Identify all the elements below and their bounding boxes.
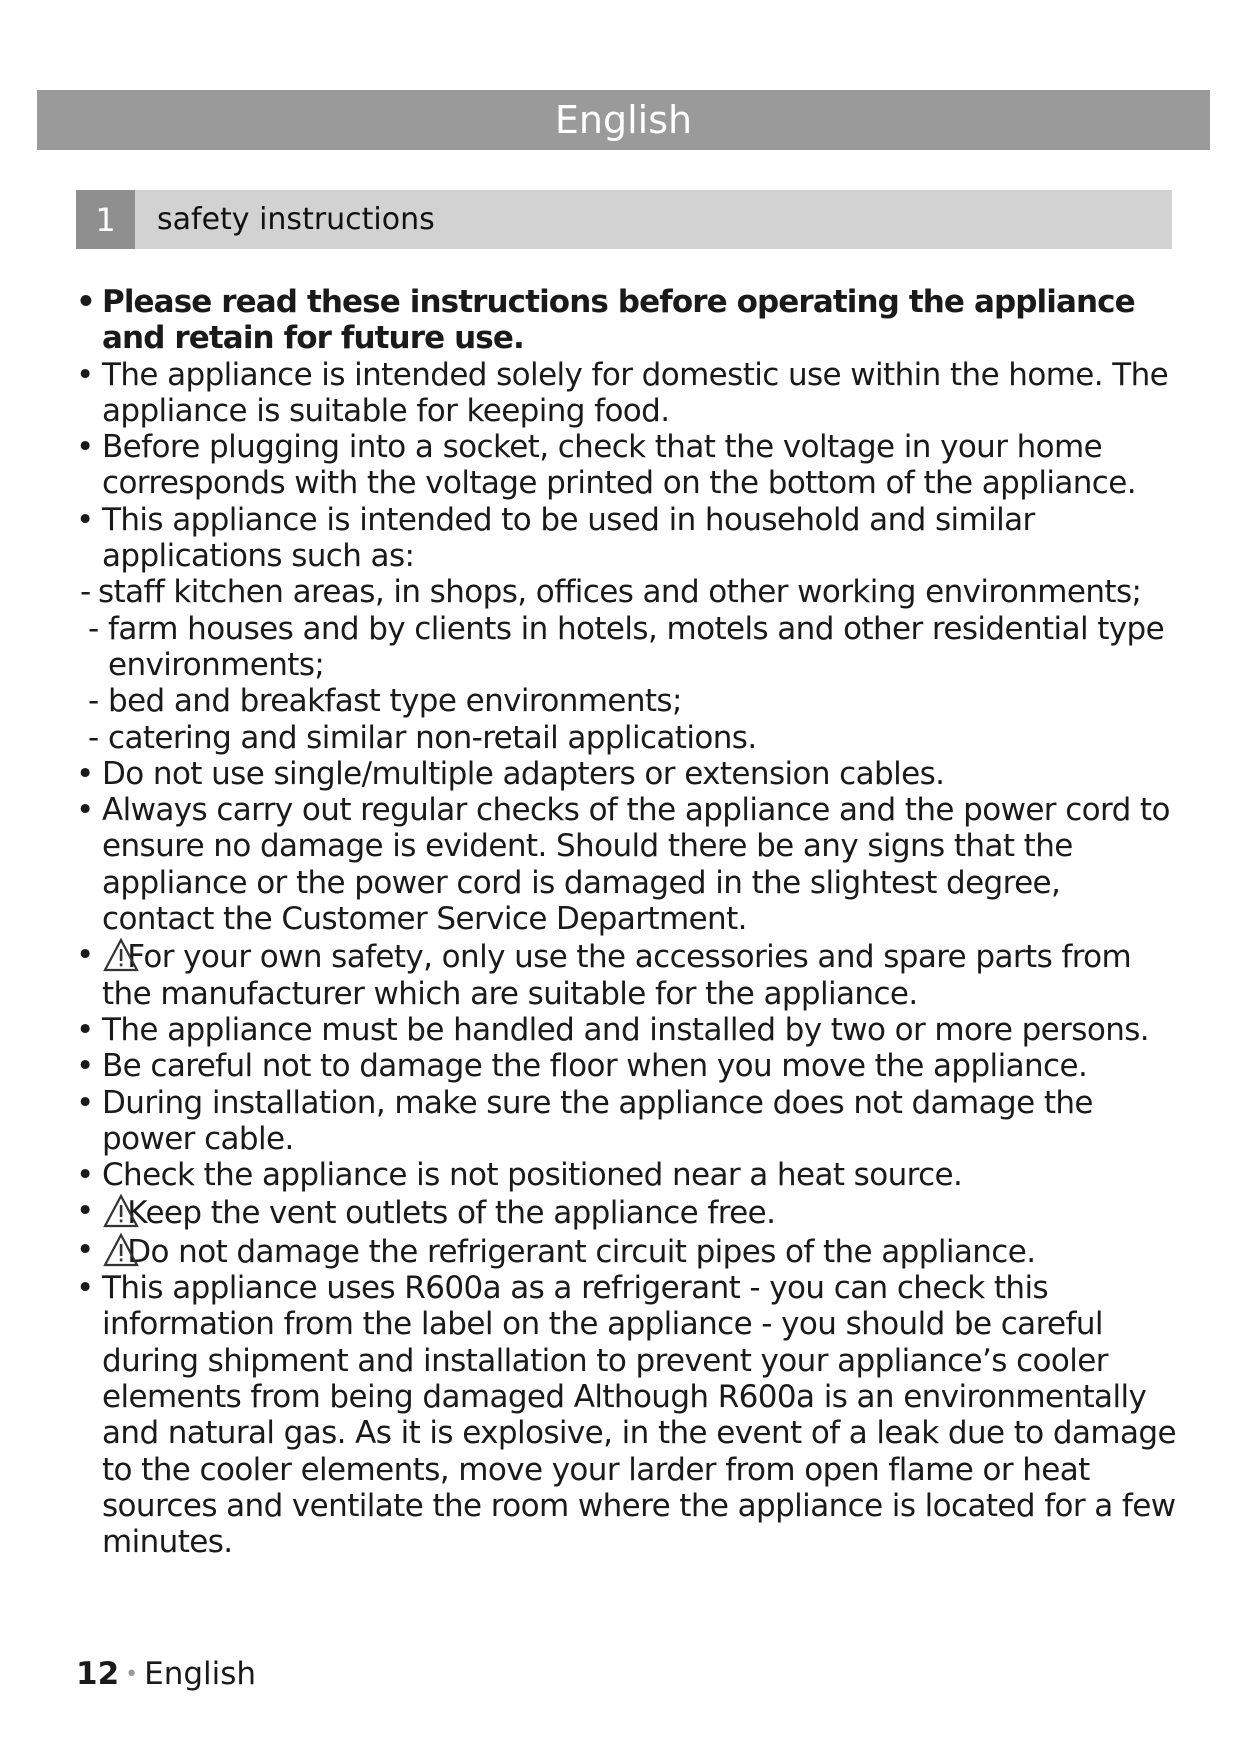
item-text: Be careful not to damage the floor when you move the appliance. (102, 1048, 1088, 1085)
list-item-warning (76, 937, 1176, 1012)
list-item (76, 1085, 1176, 1158)
item-text: During installation, make sure the appliance does not damage the power cable. (102, 1084, 1093, 1157)
warning-triangle-icon (102, 937, 140, 973)
page-number: 12 (76, 1656, 120, 1692)
sub-item (76, 574, 1176, 610)
bullet: • (76, 1011, 94, 1048)
dash: - (88, 683, 99, 720)
page-footer (76, 1656, 256, 1692)
list-item (76, 1157, 1176, 1193)
sub-item-text: bed and breakfast type environments; (108, 683, 682, 720)
item-text: This appliance is intended to be used in household and similar applications such as: (102, 501, 1035, 575)
section-title: safety instructions (157, 202, 435, 237)
footer-language: English (144, 1656, 257, 1692)
bullet: • (76, 1193, 94, 1230)
sub-item (76, 611, 1176, 684)
bullet: • (76, 284, 95, 320)
intro-text: Please read these instructions before operating the appliance and retain for future use. (102, 284, 1135, 357)
sub-item (76, 720, 1176, 756)
instructions-list (76, 284, 1176, 1560)
bullet: • (76, 1270, 94, 1307)
item-text: This appliance uses R600a as a refrigerant - you can check this information from the label on the appliance - you should be careful during shipment and installation to prevent your appliance’s cooler elements from being damaged Although R600a is an environmentally and natural gas. As it is explosive, in the event of a leak due to damage to the cooler elements, move your larder from open flame or heat sources and ventilate the room where the appliance is located for a few minutes. (102, 1270, 1176, 1561)
item-text: The appliance is intended solely for domestic use within the home. The appliance is suitable for keeping food. (102, 356, 1169, 429)
list-item (76, 756, 1176, 792)
bullet: • (76, 356, 94, 393)
language-title: English (554, 98, 693, 142)
item-text: For your own safety, only use the accessories and spare parts from the manufacturer which are suitable for the appliance. (102, 939, 1132, 1012)
separator-dot: • (125, 1662, 139, 1687)
bullet: • (76, 1084, 94, 1121)
dash: - (88, 719, 99, 756)
language-header (37, 90, 1210, 150)
bullet: • (76, 429, 94, 466)
item-text: Before plugging into a socket, check that the voltage in your home corresponds with the voltage printed on the bottom of the appliance. (102, 429, 1136, 502)
bullet: • (76, 501, 94, 538)
list-item (76, 502, 1176, 575)
item-text: Do not use single/multiple adapters or extension cables. (102, 755, 945, 792)
item-text: The appliance must be handled and installed by two or more persons. (102, 1011, 1150, 1048)
item-text: Keep the vent outlets of the appliance free. (127, 1195, 776, 1232)
bullet: • (76, 792, 94, 829)
list-item (76, 1270, 1176, 1560)
item-text: Do not damage the refrigerant circuit pipes of the appliance. (127, 1233, 1036, 1270)
section-header (76, 190, 1172, 249)
sub-item-text: farm houses and by clients in hotels, motels and other residential type environments; (108, 610, 1165, 683)
warning-triangle-icon (102, 1193, 140, 1229)
dash: - (88, 610, 99, 647)
list-item (76, 1012, 1176, 1048)
sub-item-text: staff kitchen areas, in shops, offices and other working environments; (98, 574, 1142, 611)
list-item (76, 357, 1176, 430)
bullet: • (76, 1157, 94, 1194)
sub-item-text: catering and similar non-retail applications. (108, 719, 757, 756)
list-item (76, 792, 1176, 937)
list-item-warning (76, 1193, 1176, 1231)
intro-item (76, 284, 1176, 357)
warning-triangle-icon (102, 1232, 140, 1268)
list-item-warning (76, 1232, 1176, 1270)
bullet: • (76, 1048, 94, 1085)
sub-item (76, 683, 1176, 719)
item-text: Check the appliance is not positioned near a heat source. (102, 1157, 963, 1194)
bullet: • (76, 1231, 94, 1268)
list-item (76, 1048, 1176, 1084)
list-item (76, 429, 1176, 502)
bullet: • (76, 755, 94, 792)
item-text: Always carry out regular checks of the appliance and the power cord to ensure no damage is evident. Should there be any signs that the appliance or the power cord is damaged in the slightest degree, contact the Customer Service Department. (102, 792, 1170, 938)
section-number: 1 (76, 190, 135, 249)
dash: - (80, 574, 91, 611)
bullet: • (76, 937, 94, 974)
